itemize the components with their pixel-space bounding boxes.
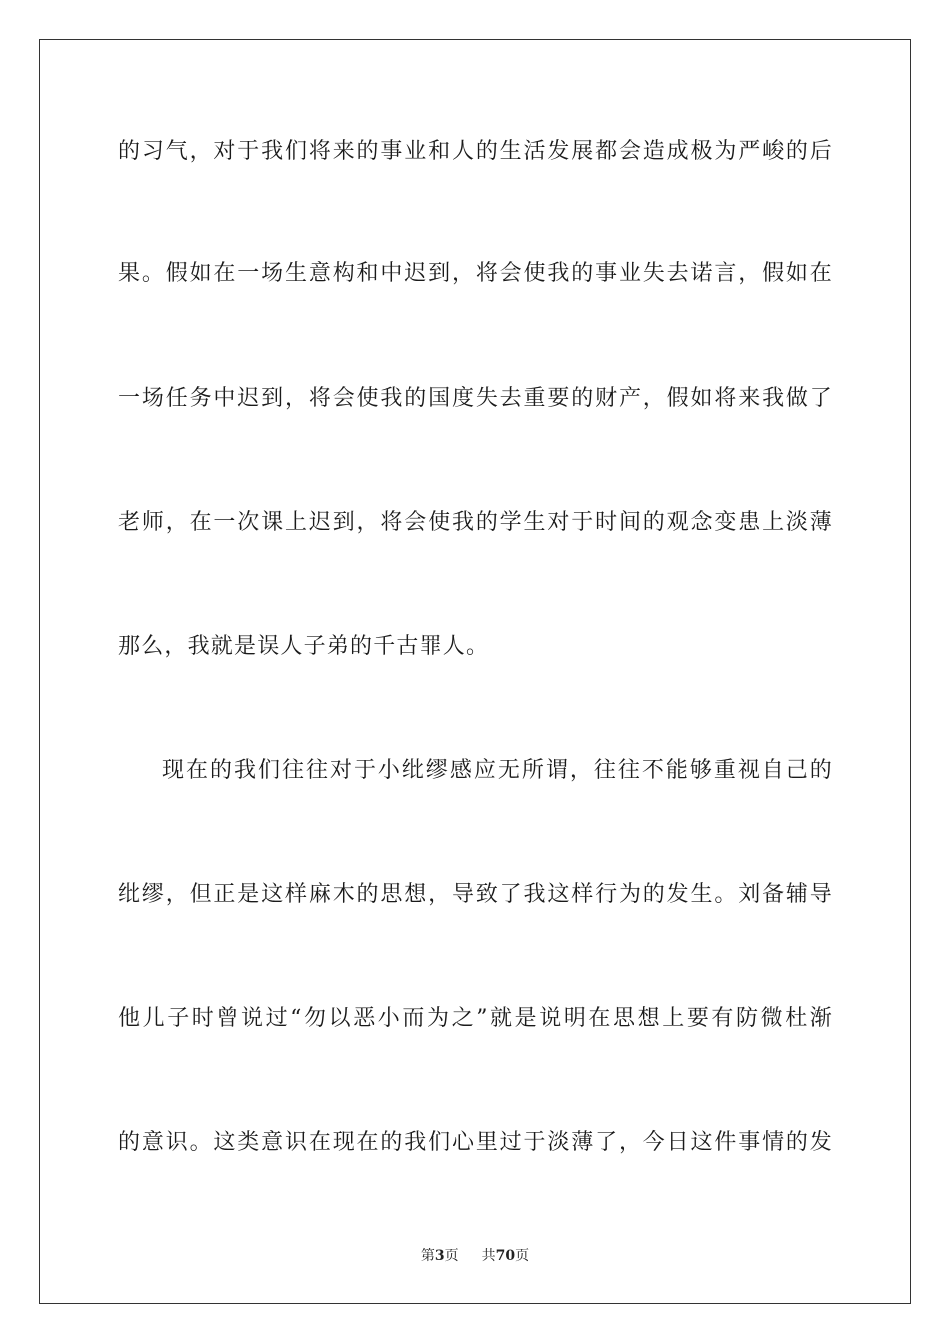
text-line: 纰缪，但正是这样麻木的思想，导致了我这样行为的发生。刘备辅导 bbox=[118, 882, 833, 907]
text-line: 他儿子时曾说过“勿以恶小而为之”就是说明在思想上要有防微杜渐 bbox=[118, 1006, 833, 1031]
total-suffix: 页 bbox=[515, 1248, 530, 1264]
text-line: 的意识。这类意识在现在的我们心里过于淡薄了，今日这件事情的发 bbox=[118, 1130, 833, 1155]
paragraph-first-line: 现在的我们往往对于小纰缪感应无所谓，往往不能够重视自己的 bbox=[162, 758, 833, 783]
page-current: 3 bbox=[434, 1248, 445, 1264]
total-prefix: 共 bbox=[481, 1248, 496, 1264]
page-total: 70 bbox=[495, 1248, 516, 1264]
page-footer bbox=[0, 1246, 950, 1266]
text-line: 老师，在一次课上迟到，将会使我的学生对于时间的观念变患上淡薄 bbox=[118, 510, 833, 535]
page-suffix: 页 bbox=[444, 1248, 459, 1264]
text-line: 果。假如在一场生意构和中迟到，将会使我的事业失去诺言，假如在 bbox=[118, 261, 833, 286]
text-line: 那么，我就是误人子弟的千古罪人。 bbox=[118, 634, 490, 659]
text-line: 的习气，对于我们将来的事业和人的生活发展都会造成极为严峻的后 bbox=[118, 139, 833, 164]
page-border bbox=[39, 39, 911, 1304]
text-line: 一场任务中迟到，将会使我的国度失去重要的财产，假如将来我做了 bbox=[118, 386, 833, 411]
page-prefix: 第 bbox=[420, 1248, 435, 1264]
